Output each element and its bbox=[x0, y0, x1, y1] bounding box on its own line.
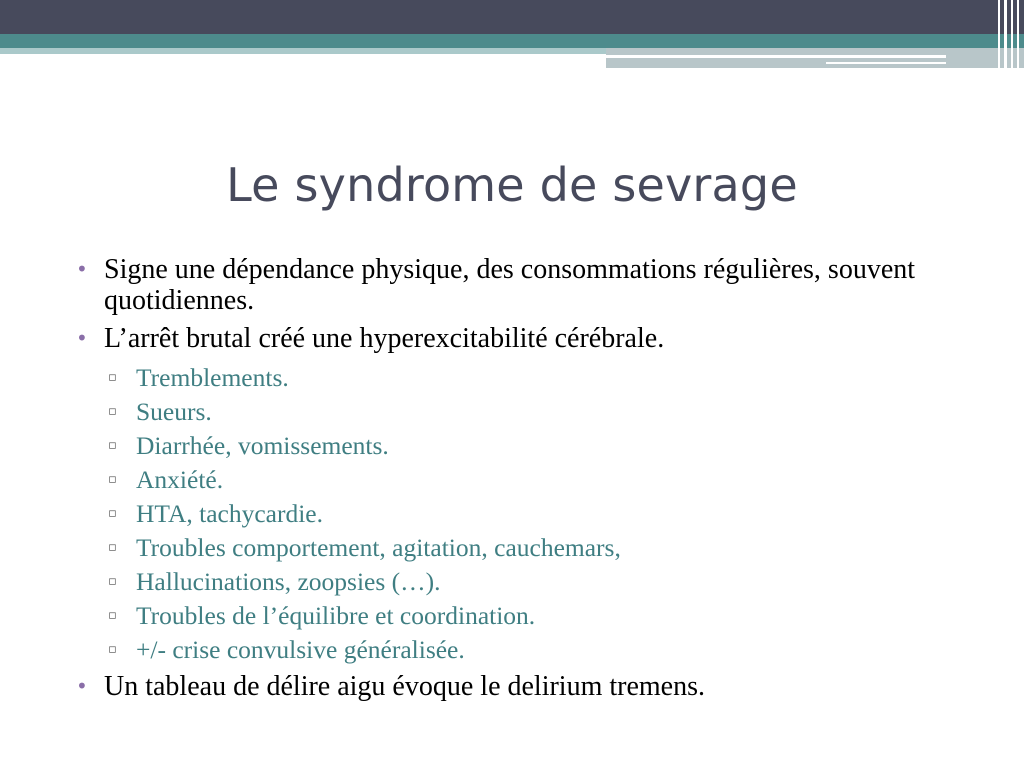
bullet-item bbox=[72, 254, 972, 316]
square-bullet-icon: ▫ bbox=[108, 574, 117, 589]
sub-bullet-text: Sueurs. bbox=[136, 397, 212, 426]
header-band-right bbox=[606, 48, 1024, 68]
sub-bullet-text: Troubles comportement, agitation, cauchemars, bbox=[136, 533, 621, 562]
sub-bullet-text: Anxiété. bbox=[136, 465, 224, 494]
slide-content bbox=[72, 254, 972, 709]
bullet-text: Un tableau de délire aigu évoque le delirium tremens. bbox=[104, 671, 706, 702]
header-band-teal bbox=[0, 34, 1024, 48]
header-vertical-stripes bbox=[994, 0, 1024, 70]
header-band-dark bbox=[0, 0, 1024, 34]
sub-bullet-text: HTA, tachycardie. bbox=[136, 499, 323, 528]
header-line bbox=[606, 55, 946, 58]
header-line bbox=[826, 62, 946, 64]
square-bullet-icon: ▫ bbox=[108, 506, 117, 521]
square-bullet-icon: ▫ bbox=[108, 642, 117, 657]
bullet-text: Signe une dépendance physique, des consommations régulières, souvent quotidiennes. bbox=[104, 254, 916, 316]
sub-bullet-item bbox=[72, 531, 972, 565]
square-bullet-icon: ▫ bbox=[108, 404, 117, 419]
sub-bullet-text: Hallucinations, zoopsies (…). bbox=[136, 567, 441, 596]
square-bullet-icon: ▫ bbox=[108, 438, 117, 453]
sub-bullet-item bbox=[72, 429, 972, 463]
sub-bullet-item bbox=[72, 633, 972, 667]
sub-bullet-text: Diarrhée, vomissements. bbox=[136, 431, 389, 460]
bullet-dot-icon: • bbox=[76, 257, 88, 281]
bullet-item bbox=[72, 323, 972, 354]
bullet-text: L’arrêt brutal créé une hyperexcitabilité cérébrale. bbox=[104, 323, 665, 354]
sub-bullet-list bbox=[72, 361, 972, 667]
bullet-dot-icon: • bbox=[76, 674, 88, 698]
sub-bullet-text: Tremblements. bbox=[136, 363, 289, 392]
sub-bullet-item bbox=[72, 565, 972, 599]
square-bullet-icon: ▫ bbox=[108, 472, 117, 487]
sub-bullet-item bbox=[72, 599, 972, 633]
sub-bullet-text: Troubles de l’équilibre et coordination. bbox=[136, 601, 536, 630]
header-band-light bbox=[0, 48, 606, 54]
sub-bullet-item bbox=[72, 395, 972, 429]
square-bullet-icon: ▫ bbox=[108, 608, 117, 623]
bullet-dot-icon: • bbox=[76, 326, 88, 350]
sub-bullet-item bbox=[72, 361, 972, 395]
slide-title: Le syndrome de sevrage bbox=[226, 158, 798, 212]
sub-bullet-text: +/- crise convulsive généralisée. bbox=[136, 635, 465, 664]
sub-bullet-item bbox=[72, 497, 972, 531]
bullet-item bbox=[72, 671, 972, 702]
square-bullet-icon: ▫ bbox=[108, 370, 117, 385]
sub-bullet-item bbox=[72, 463, 972, 497]
square-bullet-icon: ▫ bbox=[108, 540, 117, 555]
